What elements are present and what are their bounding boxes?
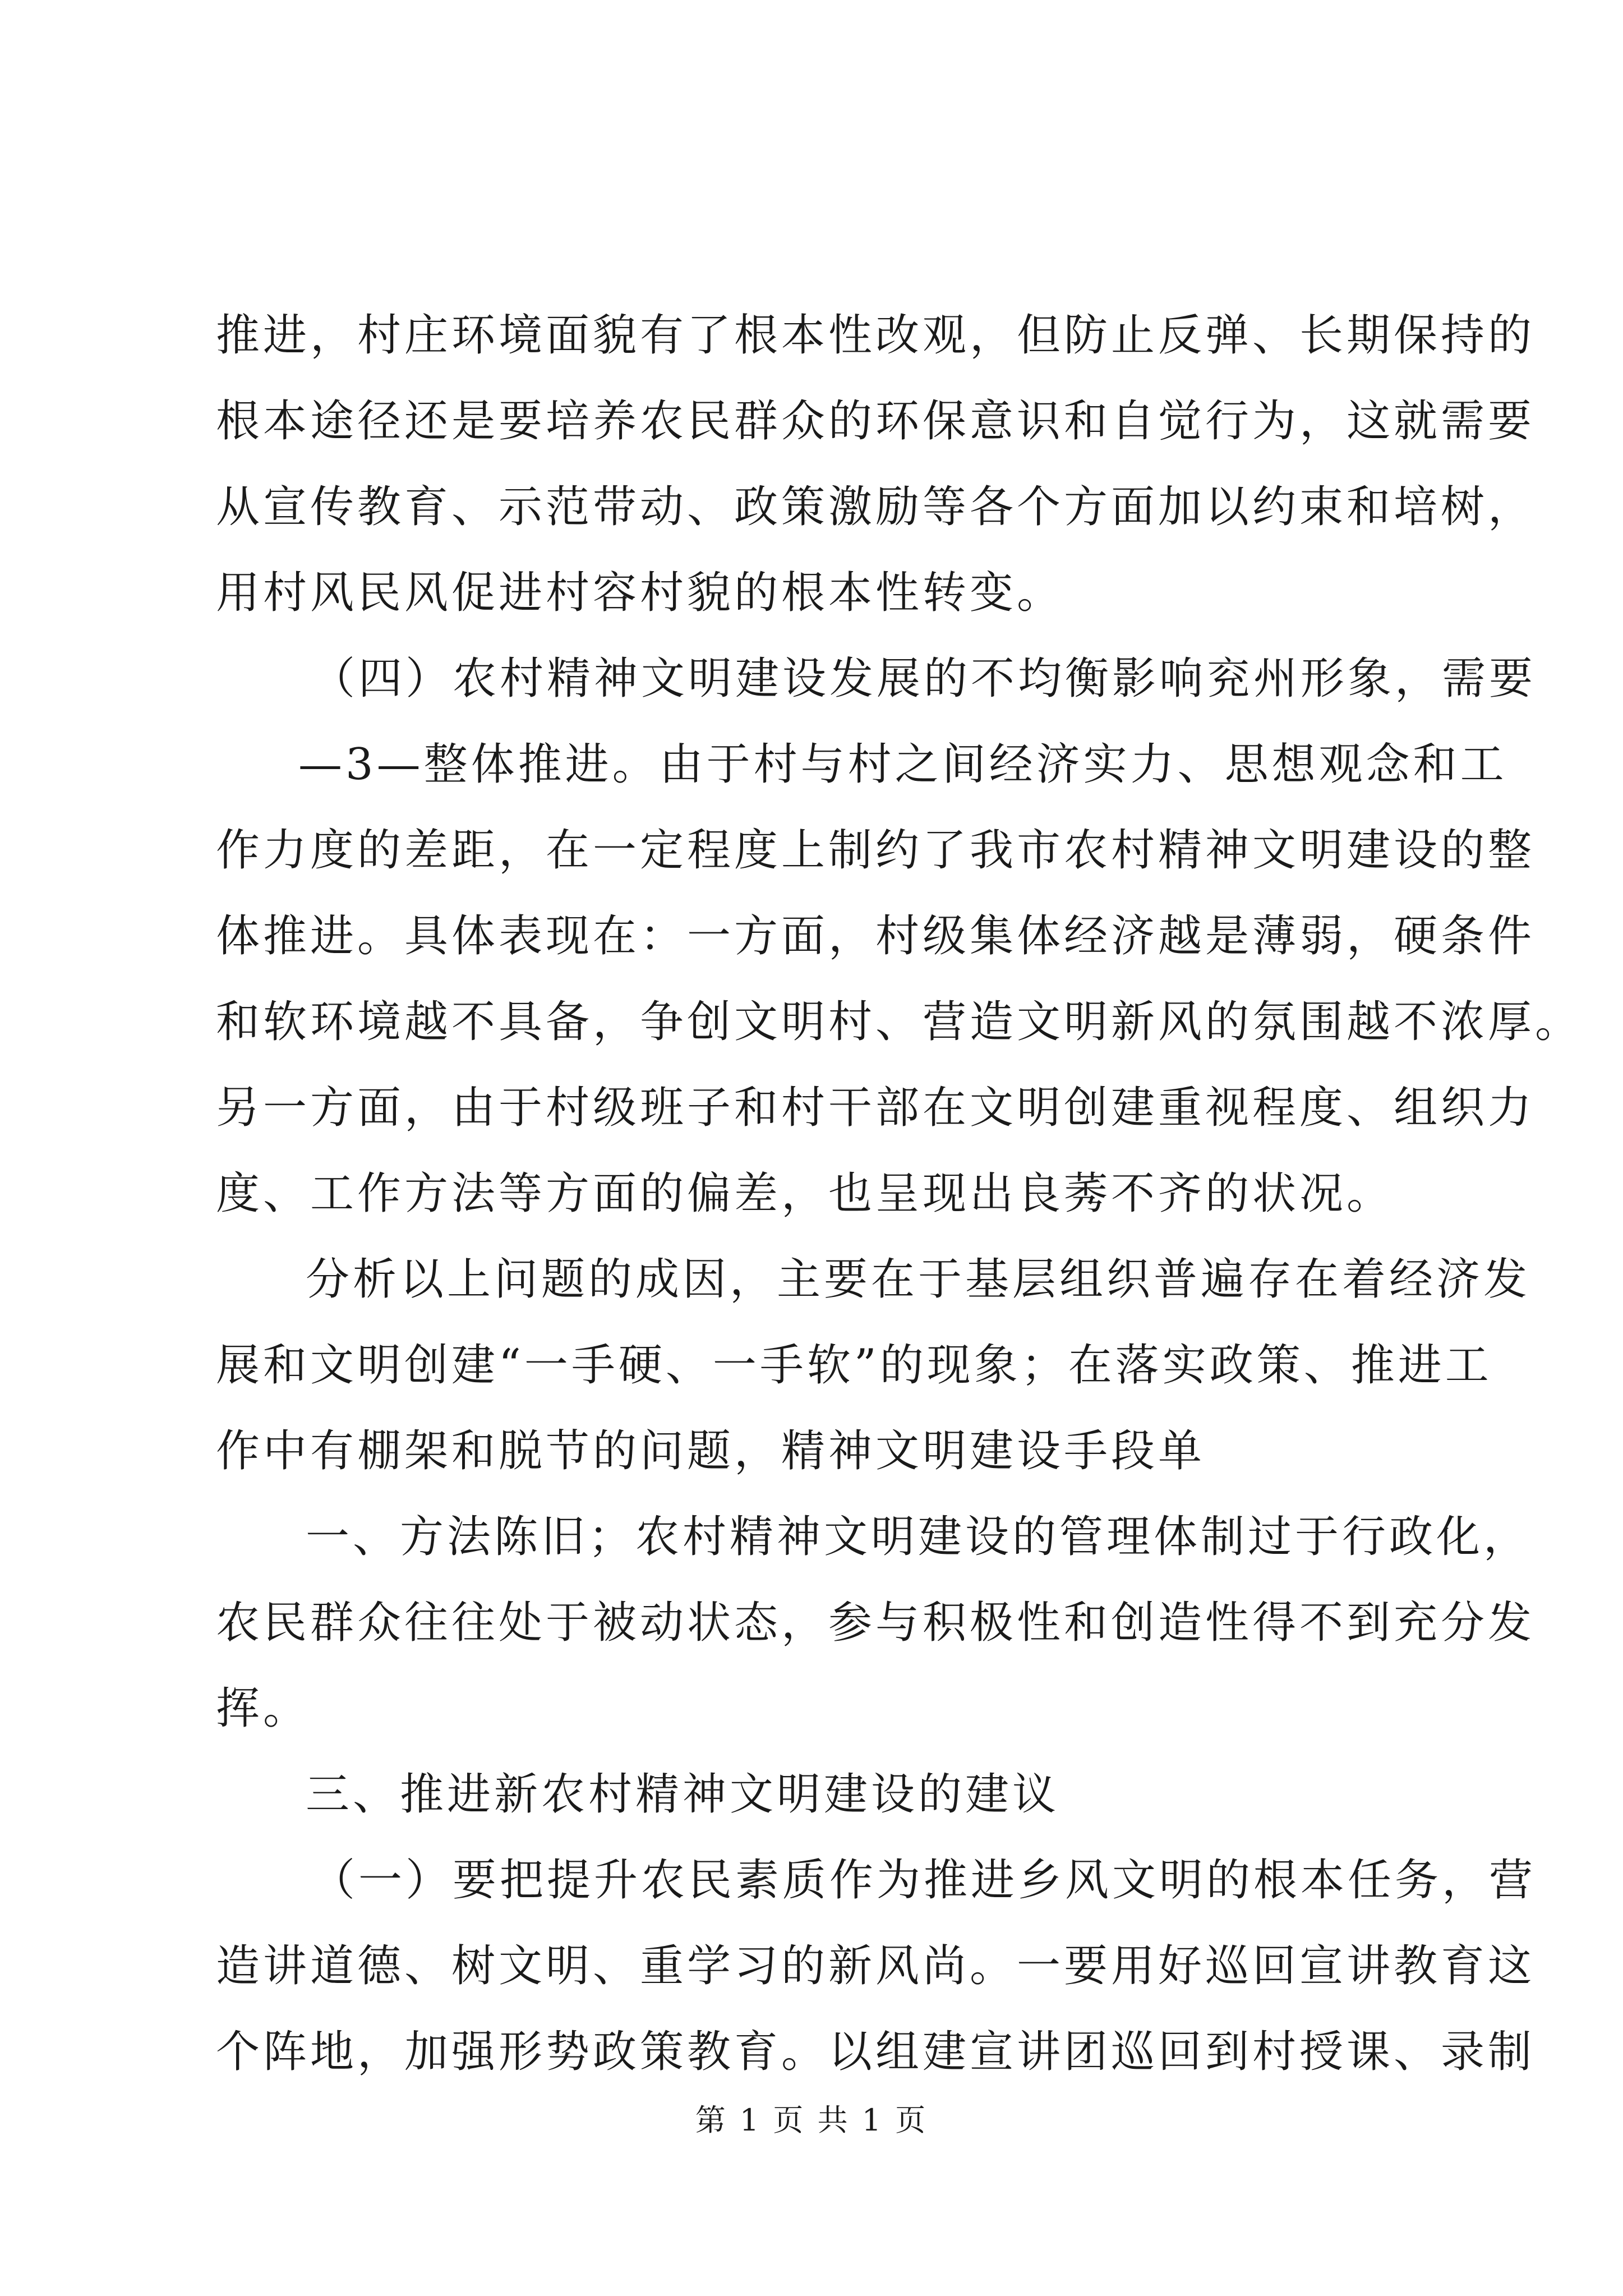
text-line-7: 作力度的差距，在一定程度上制约了我市农村精神文明建设的整 [216,825,1536,876]
text-line-11: 度、工作方法等方面的偏差，也呈现出良莠不齐的状况。 [216,1168,1394,1219]
text-line-13: 展和文明创建“一手硬、一手软”的现象；在落实政策、推进工 [216,1340,1492,1391]
text-line-19: （一）要把提升农民素质作为推进乡风文明的根本任务，营 [311,1855,1537,1906]
page-number-footer: 第 1 页 共 1 页 [695,2102,928,2138]
section-heading: 三、推进新农村精神文明建设的建议 [306,1769,1060,1820]
text-line-20: 造讲道德、树文明、重学习的新风尚。一要用好巡回宣讲教育这 [216,1941,1536,1991]
text-line-21: 个阵地，加强形势政策教育。以组建宣讲团巡回到村授课、录制 [216,2027,1536,2077]
text-line-12: 分析以上问题的成因，主要在于基层组织普遍存在着经济发 [306,1254,1531,1305]
text-line-6: —3—整体推进。由于村与村之间经济实力、思想观念和工 [298,739,1507,790]
text-line-17: 挥。 [216,1683,311,1734]
text-line-3: 从宣传教育、示范带动、政策激励等各个方面加以约束和培树， [216,482,1536,532]
text-line-8: 体推进。具体表现在：一方面，村级集体经济越是薄弱，硬条件 [216,911,1536,961]
text-line-16: 农民群众往往处于被动状态，参与积极性和创造性得不到充分发 [216,1598,1536,1648]
text-line-9: 和软环境越不具备，争创文明村、营造文明新风的氛围越不浓厚。 [216,997,1583,1047]
text-line-15: 一、方法陈旧；农村精神文明建设的管理体制过于行政化， [306,1512,1531,1562]
text-line-4: 用村风民风促进村容村貌的根本性转变。 [216,568,1064,618]
text-line-14: 作中有棚架和脱节的问题，精神文明建设手段单 [216,1426,1206,1476]
text-line-1: 推进，村庄环境面貌有了根本性改观，但防止反弹、长期保持的 [216,310,1536,361]
text-line-10: 另一方面，由于村级班子和村干部在文明创建重视程度、组织力 [216,1083,1536,1133]
text-line-2: 根本途径还是要培养农民群众的环保意识和自觉行为，这就需要 [216,396,1536,447]
text-line-5: （四）农村精神文明建设发展的不均衡影响兖州形象，需要 [311,654,1537,704]
